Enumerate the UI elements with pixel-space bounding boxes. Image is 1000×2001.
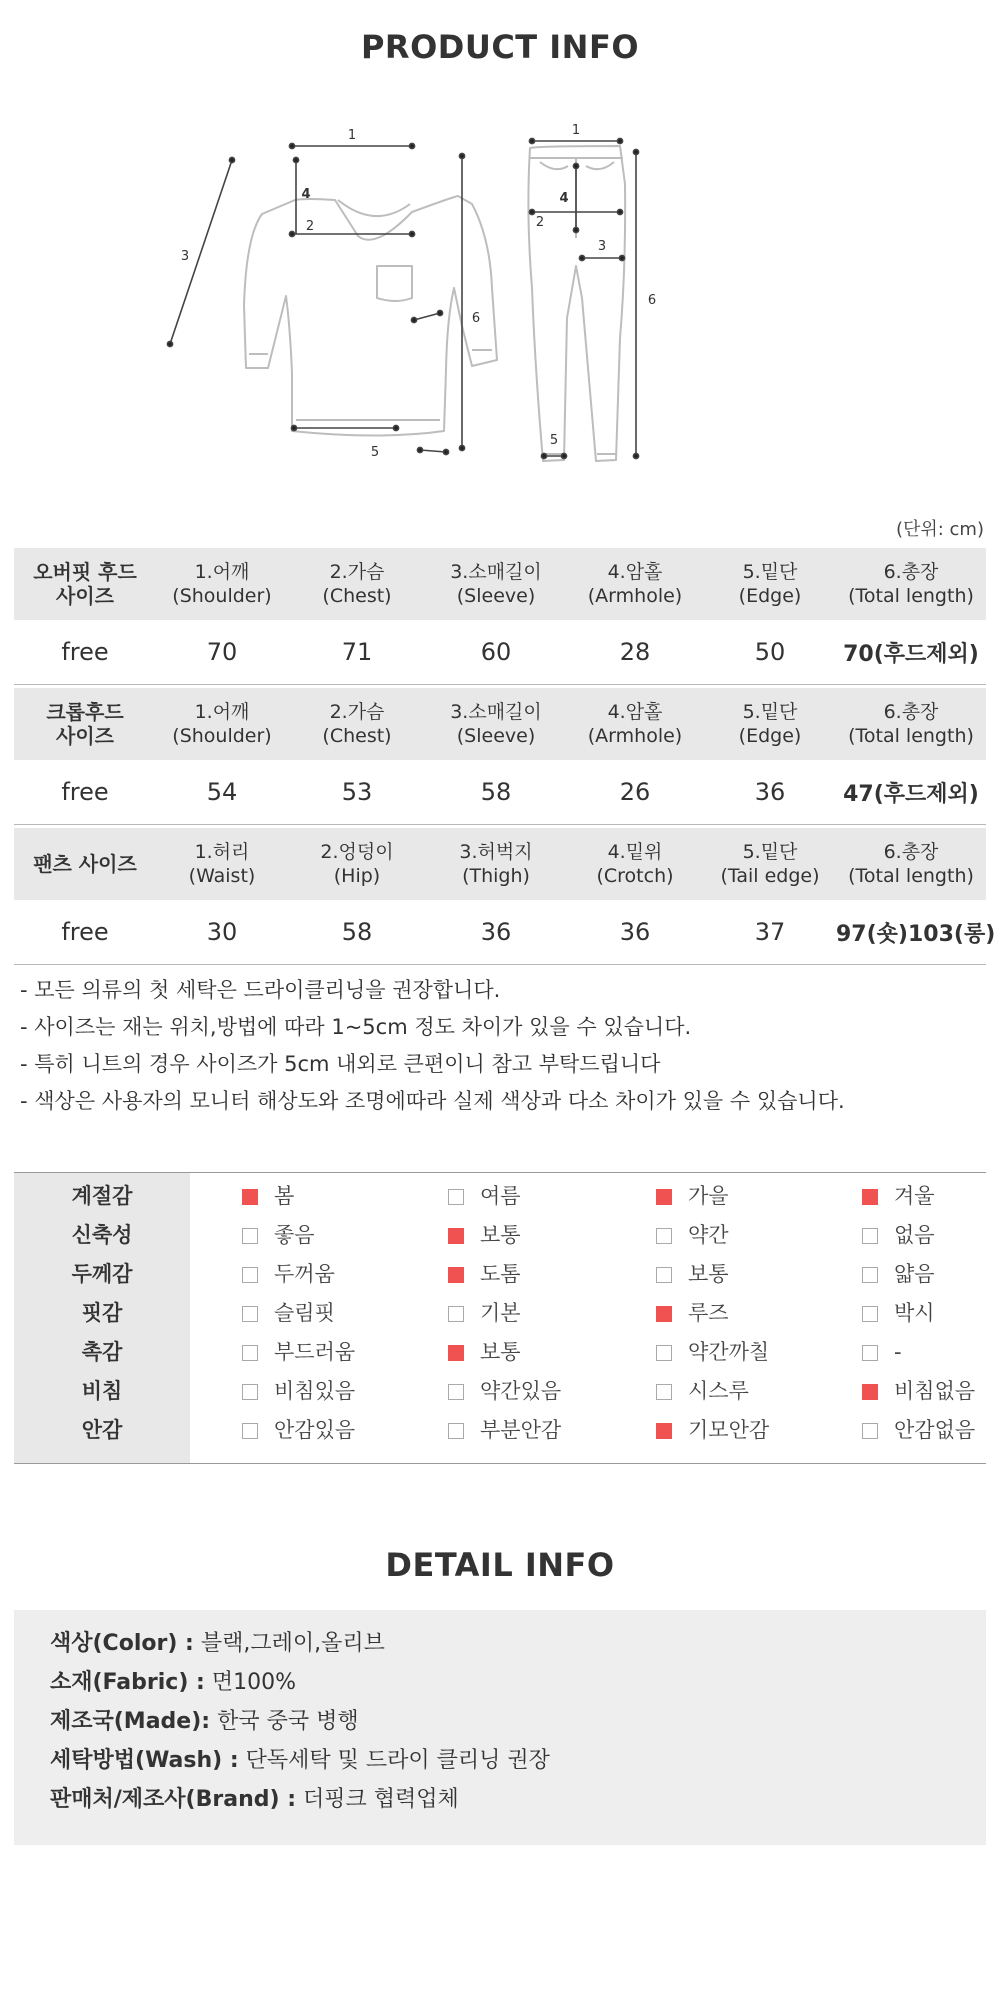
table-cell: 70 [156,620,288,685]
feature-option-text: 비침있음 [274,1379,356,1403]
table-header: 3.소매길이 (Sleeve) [426,688,566,760]
feature-option-text: 부드러움 [274,1340,356,1364]
feature-option-text: 기본 [480,1301,521,1325]
feature-row [14,1372,986,1411]
unchecked-checkbox-icon [242,1423,258,1439]
feature-option-text: 약간까칠 [688,1340,770,1364]
unchecked-checkbox-icon [242,1228,258,1244]
unchecked-checkbox-icon [656,1345,672,1361]
table-cell: 58 [288,900,426,965]
top-label-6: 6 [471,311,481,326]
note-line: - 색상은 사용자의 모니터 해상도와 조명에따라 실제 색상과 다소 차이가 있을 수 있습니다. [20,1089,845,1113]
top-label-3: 3 [180,249,190,264]
feature-row-label: 안감 [81,1418,123,1442]
unchecked-checkbox-icon [448,1189,464,1205]
feature-row-label: 비침 [81,1379,123,1403]
feature-option-text: 슬림핏 [274,1301,335,1325]
unchecked-checkbox-icon [862,1267,878,1283]
top-label-4: 4 [301,187,311,202]
table-header: 1.허리 (Waist) [156,828,288,900]
feature-row [14,1177,986,1216]
note-line: - 특히 니트의 경우 사이즈가 5cm 내외로 큰편이니 참고 부탁드립니다 [20,1052,661,1076]
size-table-overfit-hood [14,548,986,685]
unchecked-checkbox-icon [448,1306,464,1322]
table-cell: 36 [704,760,836,825]
feature-row-label: 계절감 [71,1184,133,1208]
checked-checkbox-icon [242,1189,258,1205]
feature-option-text: 루즈 [688,1301,729,1325]
unchecked-checkbox-icon [242,1345,258,1361]
size-table-crop-hood [14,688,986,825]
top-neck-rib [338,200,410,216]
measurement-diagram [180,118,760,478]
unit-label: (단위: cm) [895,519,984,540]
table-header: 5.밑단 (Edge) [704,548,836,620]
note-line: - 모든 의류의 첫 세탁은 드라이클리닝을 권장합니다. [20,978,501,1002]
pants-label-1: 1 [571,123,581,138]
table-header: 5.밑단 (Edge) [704,688,836,760]
table-cell: 70(후드제외) [836,620,986,685]
feature-option-text: 안감없음 [894,1418,976,1442]
pants-label-2: 2 [535,215,545,230]
feature-option-text: 가을 [688,1184,729,1208]
table-cell: 71 [288,620,426,685]
table-cell: 26 [566,760,704,825]
table-header: 2.가슴 (Chest) [288,688,426,760]
table-cell: 58 [426,760,566,825]
feature-option-text: 안감있음 [274,1418,356,1442]
detail-made: 제조국(Made): 한국 중국 병행 [50,1709,359,1734]
feature-row [14,1216,986,1255]
pants-label-4: 4 [559,191,569,206]
feature-option-text: 겨울 [894,1184,935,1208]
feature-option-text: 여름 [480,1184,521,1208]
feature-option-text: 박시 [894,1301,935,1325]
feature-row-label: 핏감 [81,1301,123,1325]
checked-checkbox-icon [448,1345,464,1361]
feature-option-text: 봄 [274,1184,295,1208]
detail-fabric: 소재(Fabric) : 면100% [50,1670,296,1695]
table-cell: 36 [426,900,566,965]
top-outline [244,196,497,436]
feature-checklist [14,1172,986,1464]
feature-row [14,1255,986,1294]
feature-option-text: - [894,1340,902,1364]
table-cell: 30 [156,900,288,965]
detail-color: 색상(Color) : 블랙,그레이,올리브 [50,1631,385,1656]
unchecked-checkbox-icon [656,1228,672,1244]
feature-row-label: 촉감 [81,1340,123,1364]
unchecked-checkbox-icon [656,1384,672,1400]
table-cell: 50 [704,620,836,685]
checked-checkbox-icon [656,1423,672,1439]
table-header: 6.총장 (Total length) [836,828,986,900]
feature-row [14,1294,986,1333]
table-cell: 36 [566,900,704,965]
table-cell: 47(후드제외) [836,760,986,825]
table-cell: 37 [704,900,836,965]
feature-option-text: 보통 [480,1223,521,1247]
table-header: 1.어깨 (Shoulder) [156,688,288,760]
checked-checkbox-icon [656,1189,672,1205]
table-cell: free [14,900,156,965]
feature-option-text: 부분안감 [480,1418,562,1442]
feature-option-text: 보통 [480,1340,521,1364]
table-header: 3.허벅지 (Thigh) [426,828,566,900]
feature-option-text: 없음 [894,1223,935,1247]
checked-checkbox-icon [862,1384,878,1400]
feature-option-text: 좋음 [274,1223,315,1247]
table-cell: free [14,620,156,685]
table-header-label: 오버핏 후드 사이즈 [14,548,156,620]
feature-row-label: 신축성 [71,1223,133,1247]
product-info-title: PRODUCT INFO [360,28,640,66]
table-header: 4.밑위 (Crotch) [566,828,704,900]
table-cell: 97(숏)103(롱) [836,900,986,965]
unchecked-checkbox-icon [242,1306,258,1322]
feature-option-text: 도톰 [480,1262,521,1286]
detail-info-title: DETAIL INFO [385,1546,615,1584]
top-label-1: 1 [347,128,357,143]
feature-option-text: 얇음 [894,1262,935,1286]
top-label-2: 2 [305,219,315,234]
unchecked-checkbox-icon [448,1384,464,1400]
top-pocket [377,266,412,301]
table-header: 2.엉덩이 (Hip) [288,828,426,900]
unchecked-checkbox-icon [862,1228,878,1244]
size-table-pants [14,828,996,965]
top-label-5: 5 [370,445,380,460]
table-cell: 53 [288,760,426,825]
table-header: 1.어깨 (Shoulder) [156,548,288,620]
unchecked-checkbox-icon [242,1267,258,1283]
feature-option-text: 비침없음 [894,1379,976,1403]
care-notes [20,972,845,1120]
feature-row-label: 두께감 [71,1262,133,1286]
feature-row [14,1411,986,1450]
unchecked-checkbox-icon [448,1423,464,1439]
table-cell: 60 [426,620,566,685]
table-header: 6.총장 (Total length) [836,548,986,620]
feature-option-text: 약간있음 [480,1379,562,1403]
pants-label-3: 3 [597,239,607,254]
table-cell: free [14,760,156,825]
table-header: 6.총장 (Total length) [836,688,986,760]
feature-option-text: 두꺼움 [274,1262,335,1286]
table-cell: 54 [156,760,288,825]
feature-option-text: 보통 [688,1262,729,1286]
pants-label-5: 5 [549,433,559,448]
feature-option-text: 시스루 [688,1379,749,1403]
detail-info-box [14,1610,986,1845]
unchecked-checkbox-icon [656,1267,672,1283]
unchecked-checkbox-icon [242,1384,258,1400]
table-header: 2.가슴 (Chest) [288,548,426,620]
checked-checkbox-icon [656,1306,672,1322]
checked-checkbox-icon [862,1189,878,1205]
table-cell: 28 [566,620,704,685]
unchecked-checkbox-icon [862,1345,878,1361]
unchecked-checkbox-icon [862,1306,878,1322]
table-header: 4.암홀 (Armhole) [566,548,704,620]
detail-brand: 판매처/제조사(Brand) : 더핑크 협력업체 [50,1787,459,1812]
table-header: 5.밑단 (Tail edge) [704,828,836,900]
table-header: 4.암홀 (Armhole) [566,688,704,760]
checked-checkbox-icon [448,1228,464,1244]
feature-option-text: 기모안감 [688,1418,770,1442]
detail-wash: 세탁방법(Wash) : 단독세탁 및 드라이 클리닝 권장 [50,1748,550,1773]
unchecked-checkbox-icon [862,1423,878,1439]
table-header-label: 크롭후드 사이즈 [14,688,156,760]
note-line: - 사이즈는 재는 위치,방법에 따라 1~5cm 정도 차이가 있을 수 있습니다. [20,1015,692,1039]
checked-checkbox-icon [448,1267,464,1283]
feature-row [14,1333,986,1372]
table-header-label: 팬츠 사이즈 [14,828,156,900]
table-header: 3.소매길이 (Sleeve) [426,548,566,620]
pants-label-6: 6 [647,293,657,308]
feature-option-text: 약간 [688,1223,729,1247]
